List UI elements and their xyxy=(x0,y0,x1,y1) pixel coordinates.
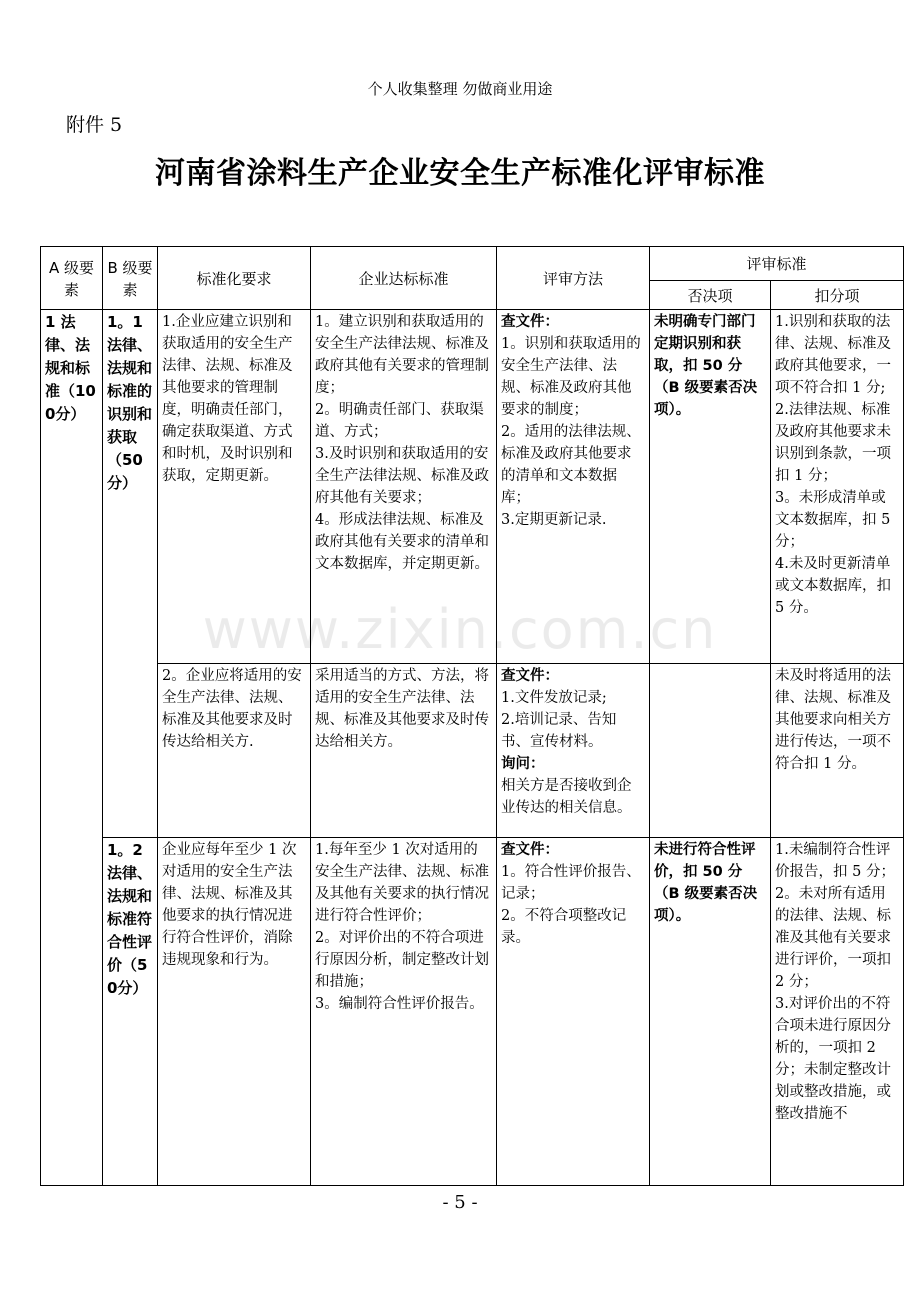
table-row xyxy=(41,664,904,838)
enterprise-standard-cell: 采用适当的方式、方法，将适用的安全生产法律、法规、标准及其他要求及时传达给相关方。 xyxy=(311,664,497,838)
page-number: - 5 - xyxy=(442,1192,478,1213)
requirement-cell: 企业应每年至少 1 次对适用的安全生产法律、法规、标准及其他要求的执行情况进行符合性评价，消除违规现象和行为。 xyxy=(158,838,311,1186)
method-label: 查文件： xyxy=(501,314,559,330)
inquiry-text: 相关方是否接收到企业传达的相关信息。 xyxy=(501,778,632,816)
method-cell xyxy=(497,310,650,664)
header-deduction: 扣分项 xyxy=(771,281,904,310)
veto-cell: 未明确专门部门定期识别和获取，扣 50 分（B 级要素否决项）。 xyxy=(650,310,771,664)
header-note: 个人收集整理 勿做商业用途 xyxy=(367,80,553,98)
table-row xyxy=(41,310,904,664)
veto-cell: 未进行符合性评价，扣 50 分（B 级要素否决项）。 xyxy=(650,838,771,1186)
attachment-label: 附件 5 xyxy=(66,114,123,136)
table-row xyxy=(41,838,904,1186)
watermark: www.zixin.com.cn xyxy=(202,598,718,661)
requirement-cell: 1.企业应建立识别和获取适用的安全生产法律、法规、标准及其他要求的管理制度，明确责任部门，确定获取渠道、方式和时机，及时识别和获取，定期更新。 xyxy=(158,310,311,664)
enterprise-standard-cell: 1.每年至少 1 次对适用的安全生产法律、法规、标准及其他有关要求的执行情况进行符合性评价； 2。对评价出的不符合项进行原因分析，制定整改计划和措施； 3。编制符合性评价报告。 xyxy=(311,838,497,1186)
header-method: 评审方法 xyxy=(497,247,650,310)
b-element-cell: 1。2法律、法规和标准符合性评价（50分） xyxy=(103,838,158,1186)
deduction-cell: 1.识别和获取的法律、法规、标准及政府其他要求，一项不符合扣 1 分; 2.法律法规、标准及政府其他要求未识别到条款，一项扣 1 分； 3。未形成清单或文本数据库，扣 5 分； 4.未及时更新清单或文本数据库，扣 5 分。 xyxy=(771,310,904,664)
a-element-cell: 1 法律、法规和标准（100分） xyxy=(41,310,103,1186)
header-enterprise-standard: 企业达标标准 xyxy=(311,247,497,310)
method-text: 1。符合性评价报告、记录； 2。不符合项整改记录。 xyxy=(501,864,641,946)
method-text: 1.文件发放记录; 2.培训记录、告知书、宣传材料。 xyxy=(501,690,617,750)
method-text: 1。识别和获取适用的安全生产法律、法规、标准及政府其他要求的制度； 2。适用的法律法规、标准及政府其他要求的清单和文本数据库； 3.定期更新记录. xyxy=(501,336,641,528)
veto-cell xyxy=(650,664,771,838)
review-standard-table xyxy=(40,246,904,1186)
header-requirement: 标准化要求 xyxy=(158,247,311,310)
enterprise-standard-cell: 1。建立识别和获取适用的安全生产法律法规、标准及政府其他有关要求的管理制度； 2。明确责任部门、获取渠道、方式； 3.及时识别和获取适用的安全生产法律法规、标准及政府其他有关要求； 4。形成法律法规、标准及政府其他有关要求的清单和文本数据库，并定期更新。 xyxy=(311,310,497,664)
b-element-cell: 1。1法律、法规和标准的识别和获取（50分） xyxy=(103,310,158,838)
header-review-standard: 评审标准 xyxy=(650,247,904,281)
inquiry-label: 询问： xyxy=(501,756,545,772)
header-a-level: A 级要素 xyxy=(41,247,103,310)
header-b-level: B 级要素 xyxy=(103,247,158,310)
method-label: 查文件： xyxy=(501,842,559,858)
deduction-cell: 未及时将适用的法律、法规、标准及其他要求向相关方进行传达，一项不符合扣 1 分。 xyxy=(771,664,904,838)
header-veto: 否决项 xyxy=(650,281,771,310)
document-title: 河南省涂料生产企业安全生产标准化评审标准 xyxy=(155,156,765,191)
requirement-cell: 2。企业应将适用的安全生产法律、法规、标准及其他要求及时传达给相关方. xyxy=(158,664,311,838)
method-cell xyxy=(497,838,650,1186)
deduction-cell: 1.未编制符合性评价报告，扣 5 分； 2。未对所有适用的法律、法规、标准及其他有关要求进行评价，一项扣 2 分； 3.对评价出的不符合项未进行原因分析的，一项扣 2 分；未制定整改计划或整改措施，或整改措施不 xyxy=(771,838,904,1186)
method-cell xyxy=(497,664,650,838)
method-label: 查文件： xyxy=(501,668,559,684)
